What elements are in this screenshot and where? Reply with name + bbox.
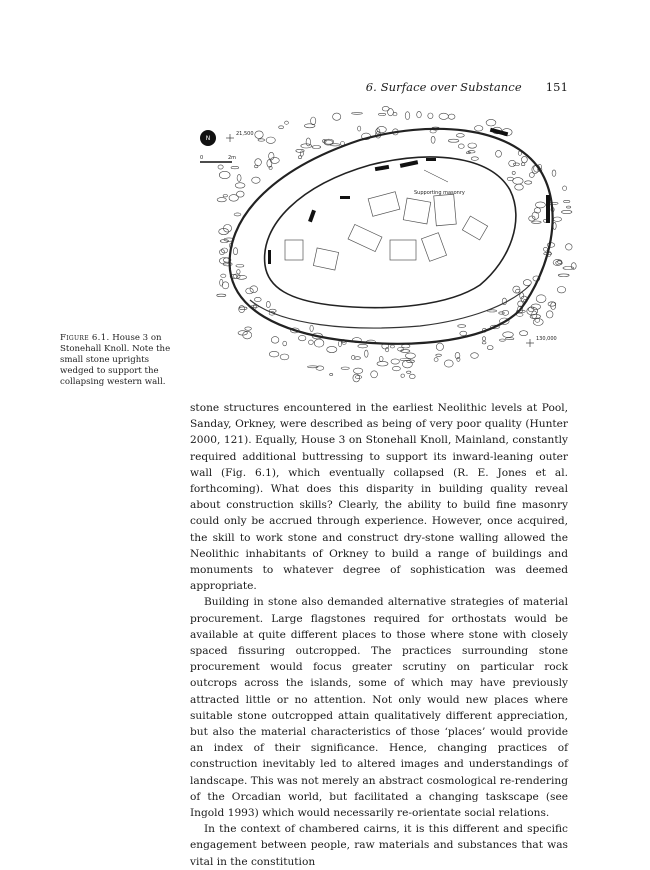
grid-marker-bottom	[526, 336, 557, 347]
rubble-stone	[503, 332, 514, 338]
rubble-stone	[439, 113, 448, 119]
rubble-stone	[309, 340, 314, 344]
rubble-stone	[557, 287, 565, 293]
rubble-stone	[237, 270, 240, 274]
rubble-stone	[566, 244, 573, 250]
rubble-stone	[566, 206, 570, 208]
rubble-stone	[239, 307, 247, 310]
rubble-stone	[428, 113, 433, 119]
rubble-stone	[219, 258, 230, 265]
rubble-stone	[552, 170, 556, 176]
rubble-stone	[353, 368, 362, 373]
rubble-stone	[496, 150, 502, 157]
rubble-stone	[536, 295, 546, 303]
rubble-stone	[355, 376, 362, 379]
rubble-stone	[231, 166, 239, 168]
rubble-stone	[237, 175, 241, 182]
scale-end: 2m	[228, 155, 237, 161]
rubble-stone	[448, 139, 459, 142]
rubble-stone	[405, 112, 410, 120]
supporting-masonry-callout	[414, 170, 465, 196]
rubble-stone	[267, 160, 272, 168]
rubble-stone	[457, 357, 460, 361]
site-plan-drawing	[190, 100, 580, 390]
rubble-stone	[310, 325, 313, 331]
rubble-stone	[246, 288, 254, 294]
rubble-stone	[436, 343, 443, 350]
rubble-stone	[217, 198, 226, 202]
rubble-stone	[300, 151, 303, 156]
running-head	[366, 80, 568, 94]
rubble-stone	[279, 126, 284, 129]
rubble-stone	[312, 146, 321, 149]
rubble-stone	[327, 346, 337, 352]
rubble-stone	[377, 361, 388, 366]
rubble-stone	[499, 312, 505, 314]
rubble-stone	[306, 138, 310, 146]
rubble-stone	[529, 173, 534, 178]
rubble-stone	[269, 152, 274, 160]
rubble-stone	[456, 134, 464, 138]
rubble-stone	[523, 280, 531, 286]
rubble-stone	[562, 210, 572, 213]
paragraph: stone structures encountered in the earliest Neolithic levels at Pool, Sanday, Orkney, were described as being of very poor quality (Hunter 2000, 121). Equally, House 3 on Stonehall Knoll, Mainland, constantly required additional buttressing to support its inward-leaning outer wall (Fig. 6.1), which eventually collapsed (R. E. Jones et al. forthcoming). What does this disparity in building quality reveal about construction skills? Clearly, the ability to build fine masonry could only be accrued through experience. However, once acquired, the skill to work stone and construct dry-stone walling allowed the Neolithic inhabitants of Orkney to build a range of buildings and monuments to whatever degree of sophistication was deemed appropriate.	[190, 402, 568, 593]
rubble-stone	[236, 275, 246, 279]
paragraph: In the context of chambered cairns, it is this different and specific engagement between people, raw materials and substances that was vital in the constitution	[190, 823, 568, 868]
rubble-stone	[223, 195, 227, 197]
rubble-stone	[391, 359, 399, 364]
rubble-stone	[535, 202, 545, 208]
rubble-stone	[401, 374, 405, 377]
rubble-stone	[506, 338, 514, 340]
rubble-stone	[355, 357, 361, 360]
rubble-stone	[218, 165, 223, 169]
rubble-stone	[564, 200, 570, 202]
rubble-stone	[269, 351, 279, 357]
rubble-stone	[525, 181, 532, 184]
site-plan-figure	[190, 100, 580, 390]
rubble-stone	[553, 217, 561, 221]
rubble-stone	[407, 371, 411, 373]
rubble-stone	[563, 186, 567, 191]
figure-caption-text: House 3 on Stonehall Knoll. Note the small stone uprights wedged to support the collapsing western wall.	[60, 333, 171, 387]
rubble-stone	[352, 112, 363, 114]
page-number: 151	[545, 80, 568, 94]
rubble-stone	[483, 337, 486, 341]
rubble-stone	[515, 184, 524, 190]
rubble-stone	[353, 374, 360, 382]
rubble-stone	[365, 350, 369, 357]
paragraph: Building in stone also demanded alternative strategies of material procurement. Large flagstones required for orthostats would be available at quite different places to those where stone with closely spaced fissuring outcropped. The practices surrounding stone procurement would focus greater scrutiny on particular rock outcrops across the islands, some of which may have previously attracted little or no attention. Not only would new places where suitable stone outcropped attain qualitatively different appreciation, but also the material characteristics of those ‘places’ would provide an index of their significance. Hence, changing practices of construction inevitably led to altered images and understandings of landscape. This was not merely an abstract cosmological re-rendering of the Orcadian world, but facilitated a changing taskscape (see Ingold 1993) which would necessarily re-orientate social relations.	[190, 596, 568, 820]
rubble-stone	[558, 274, 569, 277]
rubble-stone	[400, 359, 411, 361]
rubble-stone	[512, 171, 515, 174]
rubble-stone	[500, 339, 506, 341]
rubble-stone	[333, 113, 341, 120]
rubble-stone	[252, 177, 260, 183]
grid-marker-top	[226, 131, 254, 142]
body-text	[190, 400, 568, 870]
rubble-stone	[475, 126, 483, 132]
rubble-stone	[448, 114, 455, 119]
rubble-scatter	[217, 106, 577, 382]
rubble-stone	[532, 221, 542, 223]
rubble-stone	[471, 353, 479, 359]
rubble-stone	[513, 178, 523, 185]
rubble-stone	[385, 348, 388, 352]
rubble-stone	[258, 139, 265, 141]
rubble-stone	[280, 354, 289, 360]
rubble-stone	[507, 177, 513, 180]
rubble-stone	[266, 137, 275, 143]
chapter-title: 6. Surface over Substance	[365, 80, 522, 94]
rubble-stone	[304, 124, 315, 128]
scale-start: 0	[200, 155, 204, 161]
rubble-stone	[371, 371, 378, 378]
rubble-stone	[233, 248, 237, 255]
rubble-stone	[431, 136, 435, 143]
rubble-stone	[221, 274, 226, 277]
rubble-stone	[299, 335, 306, 340]
rubble-stone	[513, 163, 519, 166]
rubble-stone	[311, 117, 316, 125]
rubble-stone	[316, 366, 324, 370]
rubble-stone	[220, 279, 223, 286]
rubble-stone	[236, 265, 244, 268]
rubble-stone	[522, 156, 528, 162]
rubble-stone	[314, 339, 324, 347]
rubble-stone	[219, 171, 230, 178]
orthostat-uprights	[268, 128, 550, 264]
rubble-stone	[235, 183, 245, 188]
rubble-stone	[285, 121, 289, 124]
rubble-stone	[520, 331, 528, 336]
rubble-stone	[358, 126, 361, 131]
rubble-stone	[482, 342, 486, 344]
rubble-stone	[444, 360, 453, 367]
grid-ref-top: 21,500	[236, 131, 254, 137]
rubble-stone	[409, 374, 415, 378]
rubble-stone	[546, 311, 553, 318]
north-arrow	[200, 130, 216, 146]
rubble-stone	[390, 345, 394, 348]
rubble-stone	[486, 119, 496, 126]
scale-bar	[200, 155, 236, 162]
rubble-stone	[521, 163, 525, 166]
rubble-stone	[229, 195, 238, 202]
north-arrow-label: N	[205, 135, 211, 142]
inner-wall	[265, 157, 516, 308]
rubble-stone	[434, 358, 438, 362]
figure-label: Figure 6.1.	[60, 333, 110, 343]
rubble-stone	[388, 109, 394, 116]
rubble-stone	[234, 213, 241, 216]
interior-slabs	[285, 192, 488, 270]
rubble-stone	[502, 310, 509, 315]
rubble-stone	[544, 247, 548, 251]
rubble-stone	[471, 157, 478, 161]
rubble-stone	[330, 373, 333, 375]
figure-caption	[60, 333, 178, 388]
rubble-stone	[487, 346, 493, 350]
rubble-stone	[458, 325, 466, 328]
rubble-stone	[460, 331, 467, 335]
rubble-stone	[255, 131, 263, 139]
western-wall-line	[250, 285, 530, 328]
rubble-stone	[436, 354, 442, 356]
rubble-stone	[339, 341, 342, 347]
rubble-stone	[405, 353, 415, 359]
rubble-stone	[392, 366, 400, 370]
rubble-stone	[283, 341, 287, 346]
rubble-stone	[266, 301, 270, 307]
grid-ref-bottom: 130,000	[536, 336, 557, 342]
rubble-stone	[250, 286, 258, 293]
rubble-stone	[558, 260, 562, 264]
rubble-stone	[402, 360, 412, 368]
rubble-stone	[245, 327, 252, 330]
rubble-stone	[341, 367, 349, 369]
rubble-stone	[377, 126, 386, 132]
rubble-stone	[458, 144, 464, 149]
rubble-stone	[254, 297, 261, 301]
supporting-masonry-label: Supporting masonry	[414, 190, 465, 196]
rubble-stone	[516, 289, 520, 293]
rubble-stone	[217, 294, 226, 297]
rubble-stone	[527, 307, 538, 315]
rubble-stone	[468, 143, 477, 148]
rubble-stone	[255, 159, 262, 166]
rubble-stone	[271, 337, 279, 344]
rubble-stone	[358, 344, 368, 348]
rubble-stone	[378, 113, 385, 115]
rubble-stone	[417, 111, 422, 117]
rubble-stone	[379, 356, 383, 361]
